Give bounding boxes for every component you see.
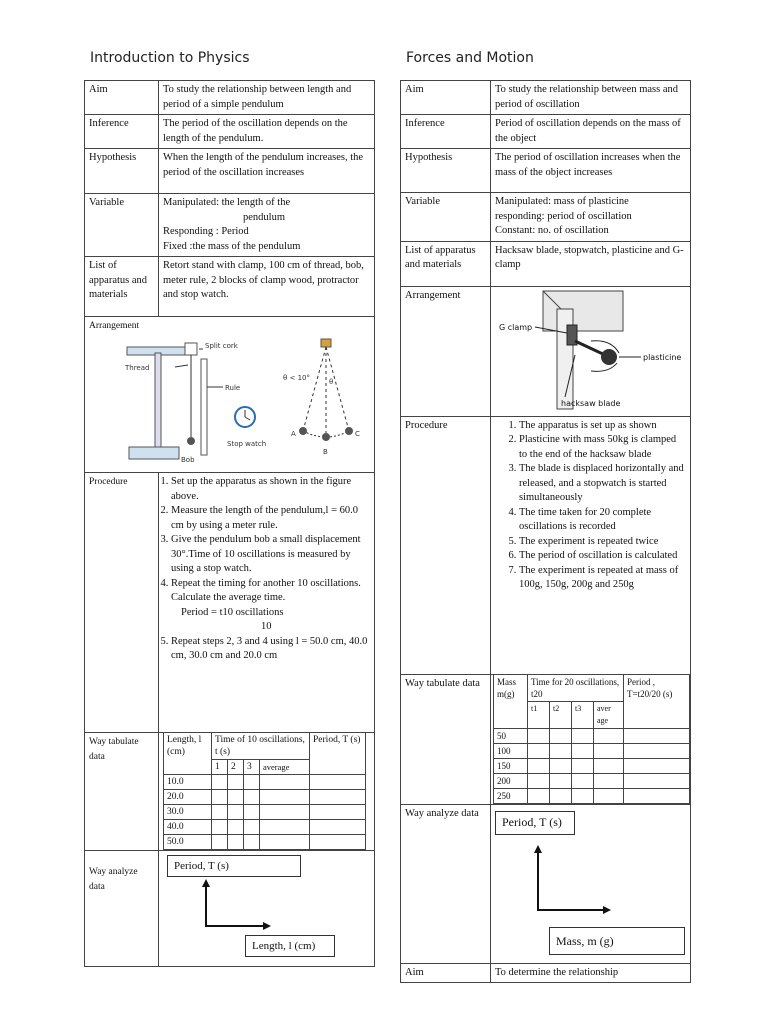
pendulum-left-line: [303, 347, 326, 431]
point-c-label: C: [355, 430, 360, 438]
table-row: 10.0: [164, 775, 212, 790]
col-period: Period, T (s): [310, 733, 366, 775]
split-cork-label: Split cork: [205, 342, 238, 350]
r-hypothesis-text: The period of oscillation increases when the mass of the object increases: [491, 149, 691, 193]
r-aim2-text: To determine the relationship: [491, 963, 691, 983]
analyze-cell: [159, 851, 375, 967]
r-graph-x-label: Mass, m (g): [549, 927, 685, 955]
bob-label: Bob: [181, 456, 195, 464]
r-apparatus-text: Hacksaw blade, stopwatch, plasticine and G-clamp: [491, 241, 691, 286]
arrangement-cell: [85, 317, 375, 473]
point-a-label: A: [291, 430, 296, 438]
table-leg: [557, 309, 573, 409]
r-sub-t2: t2: [550, 701, 572, 728]
r-graph-y-arrow: [534, 845, 542, 853]
r-variable-text: [491, 193, 691, 242]
r-aim2-label: Aim: [401, 963, 491, 983]
hacksaw-label: hacksaw blade: [561, 398, 621, 408]
r-inference-label: Inference: [401, 115, 491, 149]
period-formula: Period = t10 oscillations: [181, 606, 284, 618]
sub-2: 2: [228, 760, 244, 775]
left-header: Introduction to Physics: [90, 50, 250, 66]
sub-3: 3: [244, 760, 260, 775]
table-row: 30.0: [164, 805, 212, 820]
sub-average: average: [260, 760, 310, 775]
inference-text: The period of the oscillation depends on the length of the pendulum.: [159, 115, 375, 149]
right-table: [400, 80, 691, 983]
aim-text: To study the relationship between length and period of a simple pendulum: [159, 81, 375, 115]
graph-y-label: Period, T (s): [167, 855, 301, 877]
table-row: 250: [494, 788, 528, 803]
r-variable-constant: Constant: no. of oscillation: [495, 225, 609, 236]
col-time: Time of 10 oscillations, t (s): [212, 733, 310, 760]
col-length: Length, l (cm): [164, 733, 212, 775]
r-variable-responding: responding: period of oscillation: [495, 210, 632, 222]
procedure-text: [159, 473, 375, 733]
graph-x-label: Length, l (cm): [245, 935, 335, 957]
inference-label: Inference: [85, 115, 159, 149]
stand-base: [129, 447, 179, 459]
aim-label: Aim: [85, 81, 159, 115]
procedure-list: [159, 475, 370, 664]
r-graph-y-axis: [537, 851, 539, 911]
graph-y-axis: [205, 885, 207, 927]
analyze-label: Way analyze data: [85, 851, 159, 967]
g-clamp-label: G clamp: [499, 322, 533, 332]
r-variable-manipulated: Manipulated: mass of plasticine: [495, 196, 629, 207]
variable-text: [159, 194, 375, 257]
r-arrangement-cell: [491, 286, 691, 416]
r-procedure-list: [491, 419, 686, 593]
r-sub-t1: t1: [528, 701, 550, 728]
r-procedure-step-5: 5. The experiment is repeated twice: [519, 535, 686, 550]
r-analyze-cell: [491, 804, 691, 963]
graph-x-axis: [205, 925, 265, 927]
stop-watch-label: Stop watch: [227, 440, 267, 448]
r-procedure-step-4: 4. The time taken for 20 complete oscillations is recorded: [519, 506, 686, 535]
theta-label: θ: [329, 378, 334, 386]
angle-label: θ < 10°: [283, 374, 311, 382]
period-denominator: 10: [261, 621, 272, 632]
table-row: 100: [494, 743, 528, 758]
sub-1: 1: [212, 760, 228, 775]
table-row: 200: [494, 773, 528, 788]
point-b-label: B: [323, 448, 328, 456]
r-hypothesis-label: Hypothesis: [401, 149, 491, 193]
r-col-mass: Mass m(g): [494, 675, 528, 729]
thread-label: Thread: [125, 364, 150, 372]
table-row: 50: [494, 728, 528, 743]
variable-manipulated-cont: pendulum: [243, 211, 285, 223]
plasticine-label: plasticine: [643, 352, 682, 362]
table-row: 20.0: [164, 790, 212, 805]
variable-label: Variable: [85, 194, 159, 257]
graph-x-arrow: [263, 922, 271, 930]
r-sub-average: aver age: [594, 701, 624, 728]
procedure-step-2: 2. Measure the length of the pendulum,l = 60.0 cm by using a meter rule.: [171, 504, 370, 533]
hypothesis-text: When the length of the pendulum increases, the period of the oscillation increases: [159, 149, 375, 194]
tabulate-label: Way tabulate data: [85, 733, 159, 851]
r-col-period: Period , T=t20/20 (s): [624, 675, 690, 729]
right-data-table: [493, 675, 690, 804]
r-procedure-text: [491, 416, 691, 674]
r-procedure-step-6: 6. The period of oscillation is calculated: [519, 549, 686, 564]
bob-shape: [187, 437, 195, 445]
r-variable-label: Variable: [401, 193, 491, 242]
table-row: 40.0: [164, 820, 212, 835]
apparatus-text: Retort stand with clamp, 100 cm of thread, bob, meter rule, 2 blocks of clamp wood, protractor and stop watch.: [159, 257, 375, 317]
procedure-step-1: 1. Set up the apparatus as shown in the figure above.: [171, 475, 370, 504]
procedure-step-3: 3. Give the pendulum bob a small displacement 30°.Time of 10 oscillations is measured by using a stop watch.: [171, 533, 370, 577]
apparatus-label: List of apparatus and materials: [85, 257, 159, 317]
r-sub-t3: t3: [572, 701, 594, 728]
procedure-label: Procedure: [85, 473, 159, 733]
r-inference-text: Period of oscillation depends on the mass of the object: [491, 115, 691, 149]
table-row: 50.0: [164, 835, 212, 850]
table-row: 150: [494, 758, 528, 773]
left-data-table: [163, 733, 366, 850]
procedure-step-4: [171, 577, 370, 635]
r-aim-label: Aim: [401, 81, 491, 115]
variable-responding: Responding : Period: [163, 226, 249, 237]
split-cork-shape: [185, 343, 197, 355]
variable-fixed: Fixed :the mass of the pendulum: [163, 240, 301, 252]
hypothesis-label: Hypothesis: [85, 149, 159, 194]
r-procedure-step-2: 2. Plasticine with mass 50kg is clamped to the end of the hacksaw blade: [519, 433, 686, 462]
r-arrangement-label: Arrangement: [401, 286, 491, 416]
hacksaw-blade-shape: [575, 341, 605, 355]
right-header: Forces and Motion: [406, 50, 534, 66]
graph-y-arrow: [202, 879, 210, 887]
r-col-time: Time for 20 oscillations, t20: [528, 675, 624, 702]
procedure-step-5: 5. Repeat steps 2, 3 and 4 using l = 50.0 cm, 40.0 cm, 30.0 cm and 20.0 cm: [171, 635, 370, 664]
r-tabulate-cell: [491, 674, 691, 804]
r-aim-text: To study the relationship between mass and period of oscillation: [491, 81, 691, 115]
tabulate-cell: [159, 733, 375, 851]
r-graph-y-label: Period, T (s): [495, 811, 575, 835]
plasticine-shape: [601, 349, 617, 365]
r-analyze-label: Way analyze data: [401, 804, 491, 963]
r-procedure-step-1: 1. The apparatus is set up as shown: [519, 419, 686, 434]
r-tabulate-label: Way tabulate data: [401, 674, 491, 804]
r-apparatus-label: List of apparatus and materials: [401, 241, 491, 286]
variable-manipulated: Manipulated: the length of the: [163, 197, 291, 208]
r-procedure-label: Procedure: [401, 416, 491, 674]
r-procedure-step-7: 7. The experiment is repeated at mass of 100g, 150g, 200g and 250g: [519, 564, 686, 593]
arrangement-label: Arrangement: [89, 321, 140, 331]
stand-rod: [155, 353, 161, 451]
left-table: [84, 80, 375, 967]
r-graph-x-arrow: [603, 906, 611, 914]
procedure-step-4-text: Repeat the timing for another 10 oscillations. Calculate the average time.: [171, 577, 361, 603]
r-procedure-step-3: 3. The blade is displaced horizontally and released, and a stopwatch is started simultaneously: [519, 462, 686, 506]
rule-shape: [201, 359, 207, 455]
r-graph-x-axis: [537, 909, 605, 911]
rule-label: Rule: [225, 384, 241, 392]
